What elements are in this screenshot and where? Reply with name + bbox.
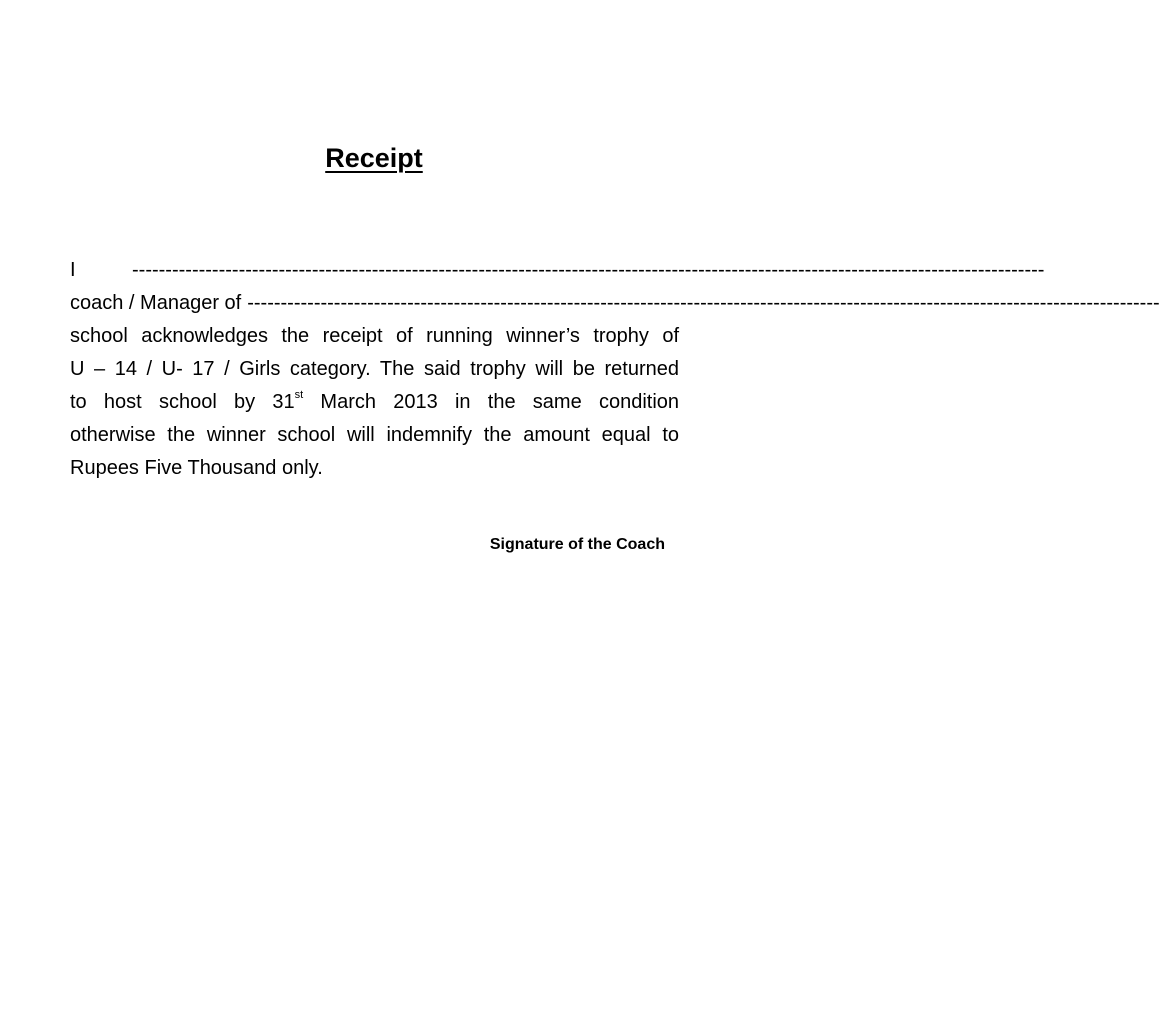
return-date-before: to host school by 31 [70,391,295,413]
school-blank-dashes: ----------------------------------------------------------------------------------------------------------------------------------------- [247,292,1160,314]
page-title: Receipt [325,143,423,173]
line-category: U – 14 / U- 17 / Girls category. The said trophy will be returned [70,358,679,380]
receipt-body [70,254,1160,485]
line-school-blank [70,287,1160,320]
date-suffix: st [294,389,304,401]
line-amount: Rupees Five Thousand only. [70,457,323,479]
line-acknowledgement: school acknowledges the receipt of running winner’s trophy of [70,325,679,347]
coach-manager-label: coach / Manager of [70,292,242,314]
line-return-date [70,386,679,419]
line-indemnify: otherwise the winner school will indemnify the amount equal to [70,424,679,446]
line-name-blank [70,254,1045,287]
signature-label: Signature of the Coach [489,536,665,553]
pronoun-i: I [70,259,76,281]
name-blank-dashes: ----------------------------------------------------------------------------------------------------------------------------------------- [132,259,1045,281]
return-date-after: March 2013 in the same condition [303,391,680,413]
